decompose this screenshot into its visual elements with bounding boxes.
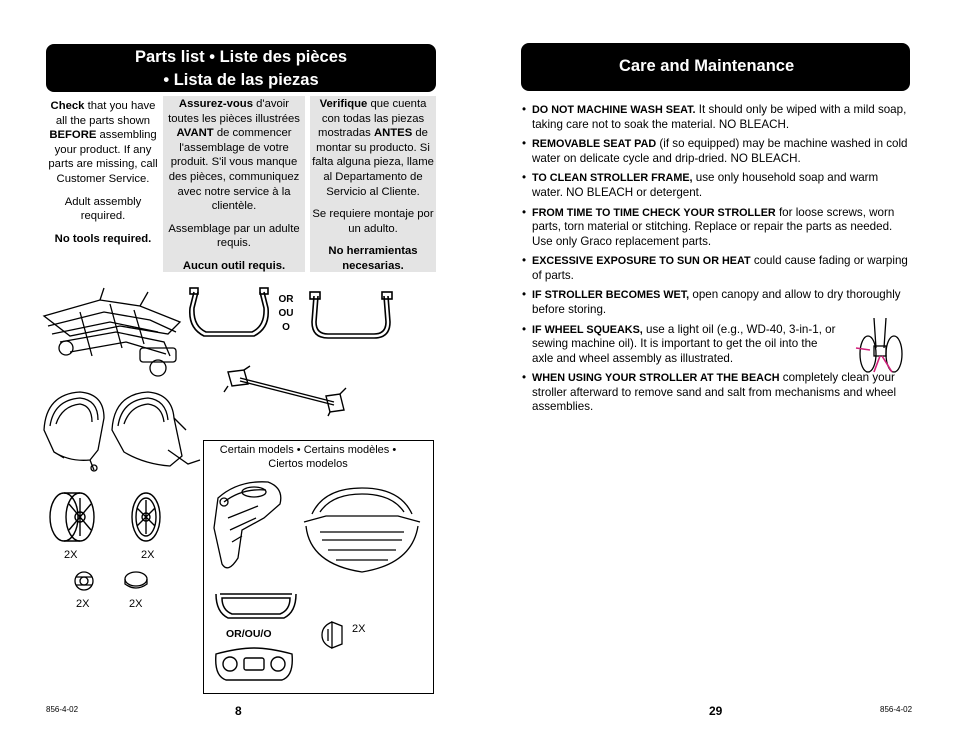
check-bold: Check — [50, 100, 85, 112]
care-item-text: completely clean your stroller afterward to remove sand and salt from mechanisms and wheel assemblies. — [532, 371, 897, 414]
care-item-bold: FROM TIME TO TIME CHECK YOUR STROLLER — [532, 206, 776, 219]
care-title: Care and Maintenance — [619, 57, 795, 75]
seat-liner-icon — [300, 484, 424, 576]
no-tools-en: No tools required. — [54, 232, 152, 245]
wheel-hub-clip-icon — [318, 620, 346, 650]
check-text1: that you have all the parts shown — [55, 100, 156, 127]
care-item — [522, 254, 910, 283]
left-doc-code: 856-4-02 — [46, 705, 79, 714]
care-item-text: (if so equipped) may be machine washed in cold water on delicate cycle and drip-dried. NO BLEACH. — [532, 137, 908, 165]
adult-assembly-fr: Assemblage par un adulte requis. — [168, 222, 300, 250]
certain-models-label: Certain models • Certains modèles • Ciertos modelos — [219, 444, 397, 470]
adult-assembly-en: Adult assembly required. — [64, 195, 142, 223]
left-page-number: 8 — [235, 704, 242, 718]
spanish-text2: de montar su producto. Si falta alguna pieza, llame al Departamento de Servicio al Cliente. — [312, 127, 434, 198]
hub-cap-icon-2 — [122, 570, 150, 592]
french-text1: d'avoir toutes les pièces illustrées — [168, 98, 300, 125]
french-column — [163, 96, 305, 272]
hub-cap-icon-1 — [72, 570, 96, 592]
or-label-1: OR — [278, 294, 294, 305]
spanish-bold: Verifique — [319, 98, 368, 110]
or-label-2: OU — [278, 308, 294, 319]
care-item-bold: IF STROLLER BECOMES WET, — [532, 289, 690, 302]
canopy-icon-2 — [108, 390, 204, 474]
care-item-bold: TO CLEAN STROLLER FRAME, — [532, 172, 693, 185]
care-item-bold: WHEN USING YOUR STROLLER AT THE BEACH — [532, 372, 780, 385]
tray-icon — [212, 590, 300, 624]
adult-assembly-es: Se requiere montaje por un adulto. — [312, 208, 434, 235]
care-item-text: It should only be wiped with a mild soap, taking care not to soak the material. NO BLEACH. — [532, 103, 907, 131]
before-bold: BEFORE — [49, 129, 97, 142]
care-item-bold: IF WHEEL SQUEAKS, — [532, 323, 643, 336]
parts-list-title-line1: Parts list • Liste des pièces — [134, 48, 348, 66]
care-item — [522, 171, 910, 200]
english-column — [46, 98, 160, 271]
wheel-oil-icon — [852, 318, 912, 378]
avant-bold: AVANT — [176, 127, 214, 140]
handle-bar-icon — [306, 292, 396, 344]
spanish-column — [310, 96, 436, 272]
care-item — [522, 288, 910, 317]
parts-list-title-line2: • Lista de las piezas — [163, 71, 319, 89]
spanish-text1: que cuenta con todas las piezas mostradas — [318, 98, 427, 140]
care-header — [521, 43, 910, 91]
qty-wheel-2: 2X — [141, 549, 155, 561]
care-item-text: use a light oil (e.g., WD-40, 3-in-1, or sewing machine oil). It is important to get the oil into the axle and wheel assembly as illustrated. — [532, 322, 836, 365]
care-item-text: for loose screws, worn parts, torn material or stitching. Replace or repair the parts as needed. Use only Graco replacement parts. — [532, 205, 895, 248]
care-item-text: could cause fading or warping of parts. — [532, 254, 908, 282]
qty-hub: 2X — [352, 623, 366, 635]
front-bumper-bar-icon — [184, 288, 274, 348]
wheel-icon-2 — [128, 490, 164, 544]
care-item-text: use only household soap and warm water. NO BLEACH or detergent. — [532, 171, 879, 199]
wheel-icon-1 — [44, 490, 100, 544]
antes-bold: ANTES — [373, 127, 413, 140]
parts-list-header — [46, 44, 436, 92]
care-item-bold: DO NOT MACHINE WASH SEAT. — [532, 104, 696, 116]
seat-shell-icon — [208, 478, 288, 578]
care-item-bold: EXCESSIVE EXPOSURE TO SUN OR HEAT — [532, 255, 751, 268]
rear-axle-icon — [222, 366, 352, 416]
no-tools-fr: Aucun outil requis. — [182, 259, 286, 272]
or-label-3: O — [282, 322, 290, 333]
care-item — [522, 103, 910, 132]
qty-small-2: 2X — [129, 598, 143, 610]
right-doc-code: 856-4-02 — [880, 705, 913, 714]
care-item — [522, 137, 910, 166]
french-bold: Assurez-vous — [178, 98, 253, 110]
care-item-text: open canopy and allow to dry thoroughly before storing. — [532, 288, 901, 316]
qty-small-1: 2X — [76, 598, 90, 610]
right-page-number: 29 — [709, 704, 723, 718]
care-item-bold: REMOVABLE SEAT PAD — [532, 138, 657, 151]
no-tools-es: No herramientas necesarias. — [328, 245, 418, 272]
or-label-stack — [272, 293, 300, 335]
cup-holder-tray-icon — [210, 646, 298, 684]
qty-wheel-1: 2X — [64, 549, 78, 561]
french-text2: de commencer l'assemblage de votre produit. S'il vous manque des pièces, communiquez avec notre service à la clientèle. — [168, 127, 300, 213]
canopy-icon-1 — [40, 390, 108, 474]
folded-stroller-icon — [40, 282, 190, 382]
check-text2: assembling your product. If any parts are missing, call Customer Service. — [48, 129, 158, 185]
care-item — [522, 206, 910, 250]
or-ou-o-label: OR/OU/O — [226, 628, 272, 640]
